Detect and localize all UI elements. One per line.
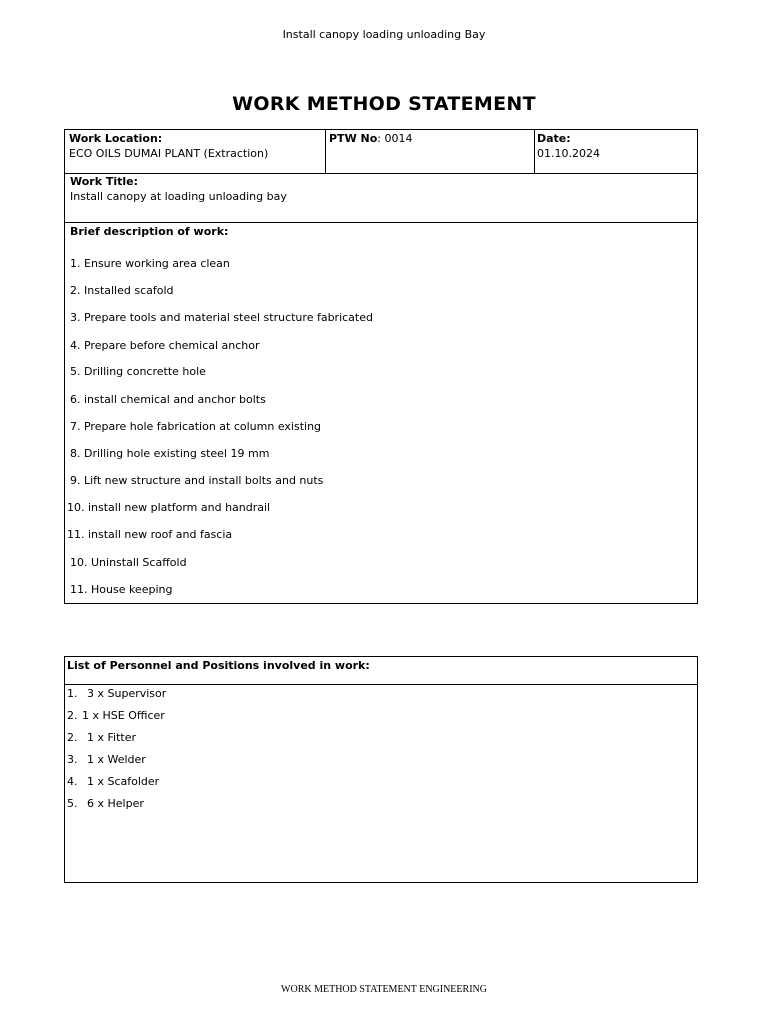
list-item — [67, 687, 166, 700]
item-number: 5. — [67, 797, 78, 810]
work-title-label: Work Title: — [70, 175, 139, 188]
list-item: 2. Installed scafold — [70, 284, 174, 297]
item-number: 3. — [67, 753, 78, 766]
date-cell — [535, 130, 696, 173]
item-text: 1 x HSE Officer — [82, 709, 165, 722]
item-text: 1 x Fitter — [87, 731, 137, 744]
ptw-label: PTW No — [329, 132, 378, 145]
work-details-table — [64, 129, 698, 604]
personnel-table — [64, 656, 698, 883]
list-item: 10. Uninstall Scaffold — [70, 556, 187, 569]
date-label: Date: — [537, 132, 571, 145]
item-text: 1 x Welder — [87, 753, 146, 766]
list-item — [67, 731, 136, 744]
document-title: WORK METHOD STATEMENT — [232, 93, 536, 115]
date-value: 01.10.2024 — [537, 147, 600, 160]
list-item — [67, 797, 144, 810]
item-text: 1 x Scafolder — [87, 775, 160, 788]
list-item: 9. Lift new structure and install bolts and nuts — [70, 474, 324, 487]
personnel-label: List of Personnel and Positions involved in work: — [65, 657, 697, 685]
work-location-value: ECO OILS DUMAI PLANT (Extraction) — [69, 147, 269, 160]
list-item: 11. install new roof and fascia — [67, 528, 233, 541]
list-item: 11. House keeping — [70, 583, 173, 596]
list-item: 8. Drilling hole existing steel 19 mm — [70, 447, 270, 460]
info-row — [65, 130, 697, 174]
ptw-cell — [326, 130, 535, 173]
item-number: 4. — [67, 775, 78, 788]
list-item — [67, 753, 146, 766]
list-item: 1. Ensure working area clean — [70, 257, 230, 270]
work-title-value: Install canopy at loading unloading bay — [70, 190, 287, 203]
ptw-value: : 0014 — [377, 132, 413, 145]
list-item — [67, 709, 165, 722]
list-item — [67, 775, 159, 788]
list-item: 3. Prepare tools and material steel structure fabricated — [70, 311, 373, 324]
description-label: Brief description of work: — [70, 225, 229, 238]
page-footer: WORK METHOD STATEMENT ENGINEERING — [281, 984, 487, 995]
item-text: 6 x Helper — [87, 797, 144, 810]
item-number: 1. — [67, 687, 78, 700]
item-number: 2. — [67, 709, 78, 722]
list-item: 6. install chemical and anchor bolts — [70, 393, 266, 406]
list-item: 5. Drilling concrette hole — [70, 365, 206, 378]
work-title-row — [65, 173, 697, 223]
list-item: 10. install new platform and handrail — [67, 501, 271, 514]
item-number: 2. — [67, 731, 78, 744]
work-location-label: Work Location: — [69, 132, 163, 145]
work-location-cell — [65, 130, 326, 173]
page-header: Install canopy loading unloading Bay — [282, 28, 486, 41]
list-item: 7. Prepare hole fabrication at column existing — [70, 420, 322, 433]
item-text: 3 x Supervisor — [87, 687, 167, 700]
list-item: 4. Prepare before chemical anchor — [70, 339, 260, 352]
